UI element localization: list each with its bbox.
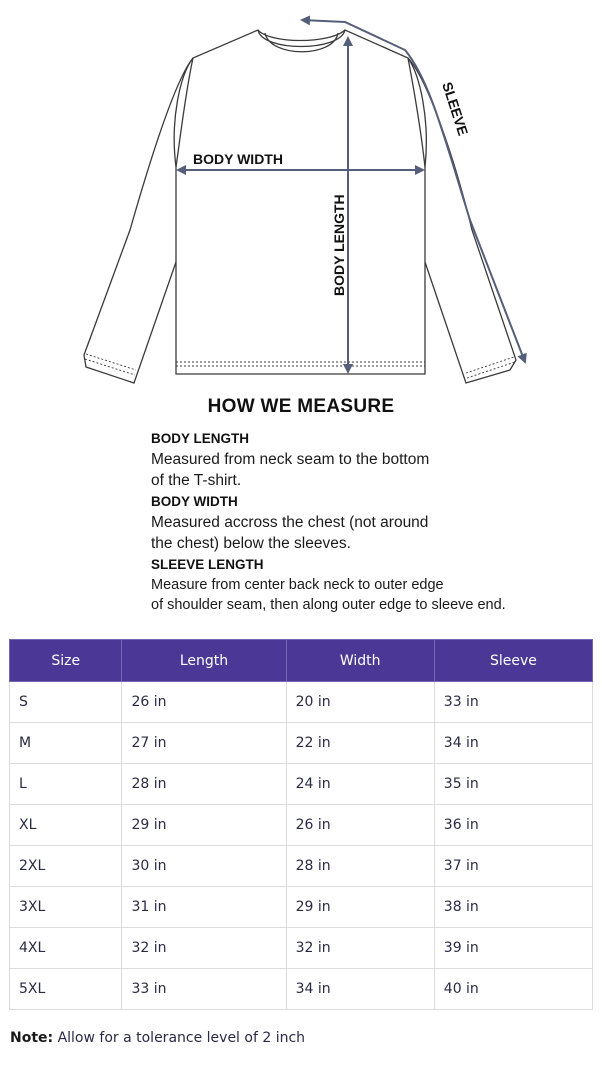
definition-body-length: [151, 431, 591, 491]
definition-sleeve-length: [151, 557, 591, 615]
how-we-measure-title: HOW WE MEASURE: [207, 396, 395, 417]
cell-length: 26 in: [122, 682, 286, 723]
cell-length: 33 in: [122, 969, 286, 1010]
note-text: Allow for a tolerance level of 2 inch: [53, 1030, 306, 1046]
definition-text: [151, 575, 591, 615]
cell-sleeve: 36 in: [434, 805, 592, 846]
header-length: Length: [122, 640, 286, 682]
cell-size: XL: [10, 805, 122, 846]
table-row: [10, 764, 593, 805]
definition-line: Measured accross the chest (not around: [151, 514, 429, 531]
tshirt-measurement-diagram: [0, 0, 602, 400]
cell-size: M: [10, 723, 122, 764]
definition-line: Measure from center back neck to outer edge: [151, 577, 444, 593]
header-width: Width: [286, 640, 434, 682]
table-row: [10, 805, 593, 846]
cell-sleeve: 33 in: [434, 682, 592, 723]
cell-size: 4XL: [10, 928, 122, 969]
definition-text: [151, 512, 591, 554]
header-sleeve: Sleeve: [434, 640, 592, 682]
cell-width: 29 in: [286, 887, 434, 928]
table-header-row: [10, 640, 593, 682]
table-row: [10, 846, 593, 887]
cell-length: 31 in: [122, 887, 286, 928]
cell-size: 5XL: [10, 969, 122, 1010]
cell-length: 27 in: [122, 723, 286, 764]
cell-width: 32 in: [286, 928, 434, 969]
sleeve-arrow: [302, 20, 525, 362]
cell-width: 26 in: [286, 805, 434, 846]
definition-line: of the T-shirt.: [151, 472, 242, 489]
cell-width: 20 in: [286, 682, 434, 723]
cell-length: 30 in: [122, 846, 286, 887]
cell-length: 32 in: [122, 928, 286, 969]
definition-text: [151, 449, 591, 491]
table-row: [10, 969, 593, 1010]
body-width-label: BODY WIDTH: [193, 151, 283, 167]
cell-sleeve: 35 in: [434, 764, 592, 805]
cell-sleeve: 38 in: [434, 887, 592, 928]
cell-length: 28 in: [122, 764, 286, 805]
definition-heading: SLEEVE LENGTH: [151, 557, 264, 572]
header-size: Size: [10, 640, 122, 682]
definition-heading: BODY WIDTH: [151, 494, 238, 509]
cell-width: 28 in: [286, 846, 434, 887]
note-label: Note:: [10, 1030, 54, 1046]
cell-size: S: [10, 682, 122, 723]
cell-sleeve: 34 in: [434, 723, 592, 764]
sleeve-label: SLEEVE: [439, 79, 472, 138]
cell-width: 24 in: [286, 764, 434, 805]
definition-line: of shoulder seam, then along outer edge to sleeve end.: [151, 597, 506, 613]
cell-size: 3XL: [10, 887, 122, 928]
cell-width: 34 in: [286, 969, 434, 1010]
cell-width: 22 in: [286, 723, 434, 764]
cell-length: 29 in: [122, 805, 286, 846]
table-row: [10, 887, 593, 928]
definition-line: the chest) below the sleeves.: [151, 535, 351, 552]
table-row: [10, 723, 593, 764]
cell-size: 2XL: [10, 846, 122, 887]
cell-sleeve: 37 in: [434, 846, 592, 887]
definition-line: Measured from neck seam to the bottom: [151, 451, 430, 468]
body-length-label: BODY LENGTH: [331, 194, 347, 296]
measurement-definitions: [151, 431, 591, 618]
definition-heading: BODY LENGTH: [151, 431, 250, 446]
definition-body-width: [151, 494, 591, 554]
tolerance-note: [10, 1030, 305, 1046]
size-chart-table: [9, 639, 593, 1010]
table-row: [10, 928, 593, 969]
cell-sleeve: 39 in: [434, 928, 592, 969]
cell-sleeve: 40 in: [434, 969, 592, 1010]
table-row: [10, 682, 593, 723]
cell-size: L: [10, 764, 122, 805]
